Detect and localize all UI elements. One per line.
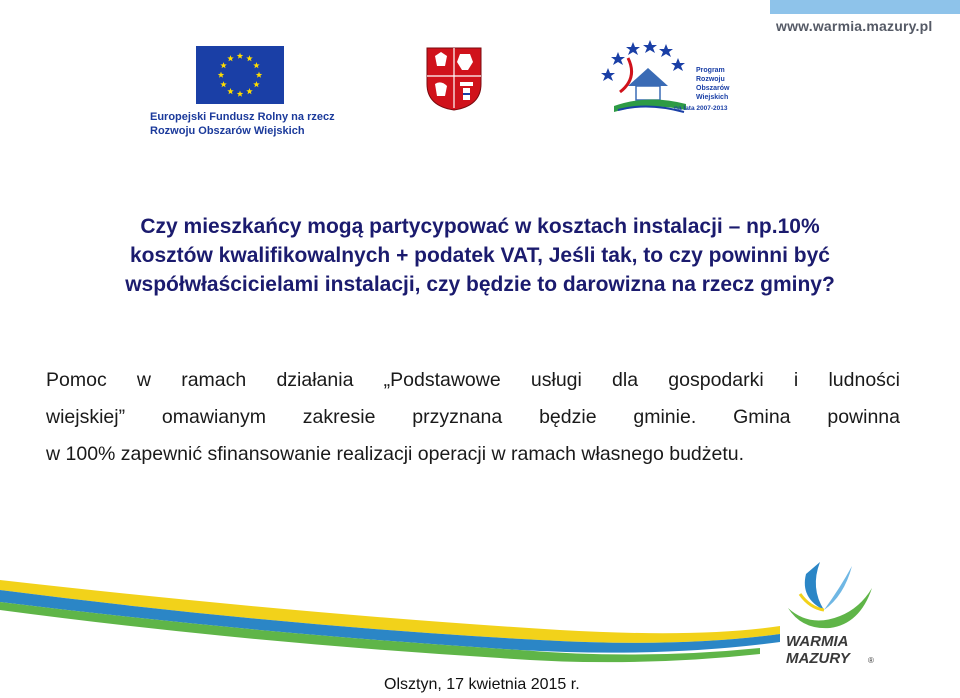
site-url: www.warmia.mazury.pl	[776, 18, 933, 34]
eu-caption-line: Europejski Fundusz Rolny na rzecz	[150, 111, 335, 123]
prow-program-logo	[598, 38, 738, 116]
title-line: współwłaścicielami instalacji, czy będzie to darowizna na rzecz gminy?	[125, 273, 835, 296]
url-banner-bar	[770, 0, 960, 14]
title-line: Czy mieszkańcy mogą partycypować w kosztach instalacji – np.10%	[140, 215, 820, 238]
prow-text-line: Obszarów	[696, 85, 730, 92]
title-line: kosztów kwalifikowalnych + podatek VAT, Jeśli tak, to czy powinni być	[130, 244, 830, 267]
body-line: wiejskiej” omawianym zakresie przyznana będzie gminie. Gmina powinna	[46, 406, 900, 428]
coat-of-arms-logo	[425, 46, 483, 112]
body-line: Pomoc w ramach działania „Podstawowe usługi dla gospodarki i ludności	[46, 369, 900, 391]
site-url-banner	[770, 0, 960, 40]
body-line: w 100% zapewnić sfinansowanie realizacji operacji w ramach własnego budżetu.	[46, 443, 745, 465]
slide-title	[40, 212, 920, 299]
prow-text-line: Rozwoju	[696, 76, 725, 83]
brand-line: MAZURY	[786, 650, 850, 667]
prow-text-line: Program	[696, 67, 725, 74]
warmia-mazury-logo	[780, 558, 880, 668]
eu-caption-line: Rozwoju Obszarów Wiejskich	[150, 125, 305, 137]
registered-mark: ®	[868, 656, 874, 665]
body-paragraph	[46, 362, 900, 473]
prow-text-line: Wiejskich	[696, 94, 729, 101]
brand-line: WARMIA	[786, 633, 849, 650]
prow-years: na lata 2007-2013	[674, 105, 728, 112]
eu-flag-logo	[196, 46, 284, 104]
eu-fund-caption	[150, 110, 335, 138]
footer-date: Olsztyn, 17 kwietnia 2015 r.	[384, 676, 580, 693]
